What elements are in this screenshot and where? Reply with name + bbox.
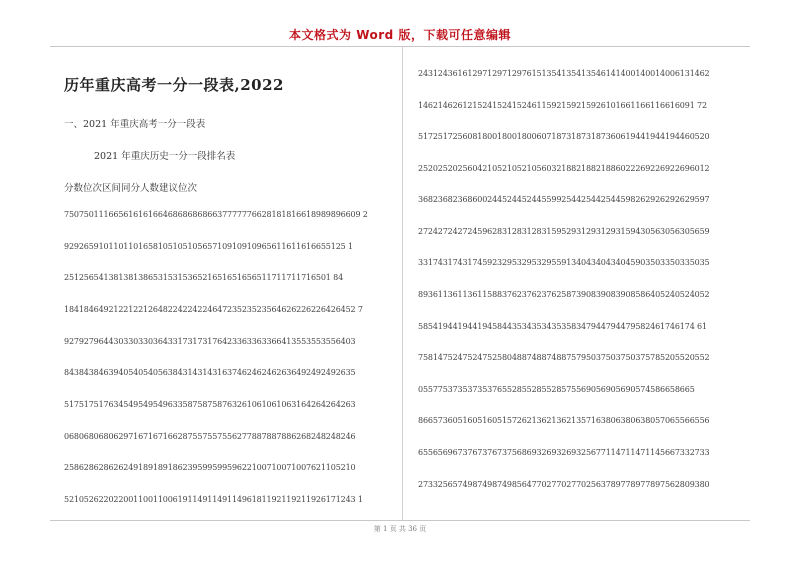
number-line: 86657360516051605157262136213621357163806380638057065566556 (418, 416, 710, 425)
number-line: 89361136113611588376237623762587390839083908586405240524052 (418, 290, 710, 299)
number-line: 36823682368600244524452445599254425442544598262926292629597 (418, 195, 710, 204)
number-line: 27332565749874987498564770277027702563789778977897562809380 (418, 480, 710, 489)
top-rule (50, 46, 750, 47)
number-line: 92792796443033033036433173173176423363363366413553553556403 (64, 337, 356, 346)
number-line: 33174317431745923295329532955913404340434045903503350335035 (418, 258, 710, 267)
number-line: 27242724272459628312831283159529312931293159430563056305659 (418, 227, 710, 236)
column-divider (402, 46, 403, 520)
number-line: 65565696737673767375686932693269325677114711471145667332733 (418, 448, 710, 457)
bottom-rule (50, 520, 750, 521)
number-line: 84384384639405405405638431431431637462462462636492492492635 (64, 368, 356, 377)
page-number: 第 1 页 共 36 页 (373, 525, 427, 533)
page-title: 历年重庆高考一分一段表,2022 (64, 76, 284, 94)
table-subheading: 2021 年重庆历史一分一段排名表 (94, 151, 236, 162)
word-format-banner: 本文格式为 Word 版，下载可任意编辑 (289, 28, 511, 42)
number-line: 14621462612152415241524611592159215926101661166116616091 72 (418, 101, 707, 110)
number-line: 58541944194419458443534353435358347944794479582461746174 61 (418, 322, 707, 331)
number-line: 25862862862624918918918623959959959622100710071007621105210 (64, 463, 356, 472)
number-line: 929265910110110165810510510565710910910965611611616655125 1 (64, 242, 353, 251)
number-line: 251256541381381386531531536521651651656511711711716501 84 (64, 273, 344, 282)
number-line: 75814752475247525804887488748875795037503750375785205520552 (418, 353, 710, 362)
number-line: 51751751763454954954963358758758763261061061063164264264263 (64, 400, 356, 409)
section-heading: 一、2021 年重庆高考一分一段表 (64, 119, 206, 130)
number-line: 25202520256042105210521056032188218821886022269226922696012 (418, 164, 710, 173)
number-line: 18418464921221221264822422422464723523523564626226226426452 7 (64, 305, 363, 314)
number-line: 52105262202200110011006191149114911496181192119211926171243 1 (64, 495, 363, 504)
number-line: 06806806806297167167166287557557556277887887886268248248246 (64, 432, 356, 441)
number-line: 750750111665616161664686868686637777776628181816618989896609 2 (64, 210, 368, 219)
number-line: 05577537353735376552855285528575569056905690574586658665 (418, 385, 695, 394)
number-line: 24312436161297129712976151354135413546141400140014006131462 (418, 69, 710, 78)
column-headers: 分数位次区间同分人数建议位次 (64, 183, 198, 194)
number-line: 51725172560818001800180060718731873187360619441944194460520 (418, 132, 710, 141)
